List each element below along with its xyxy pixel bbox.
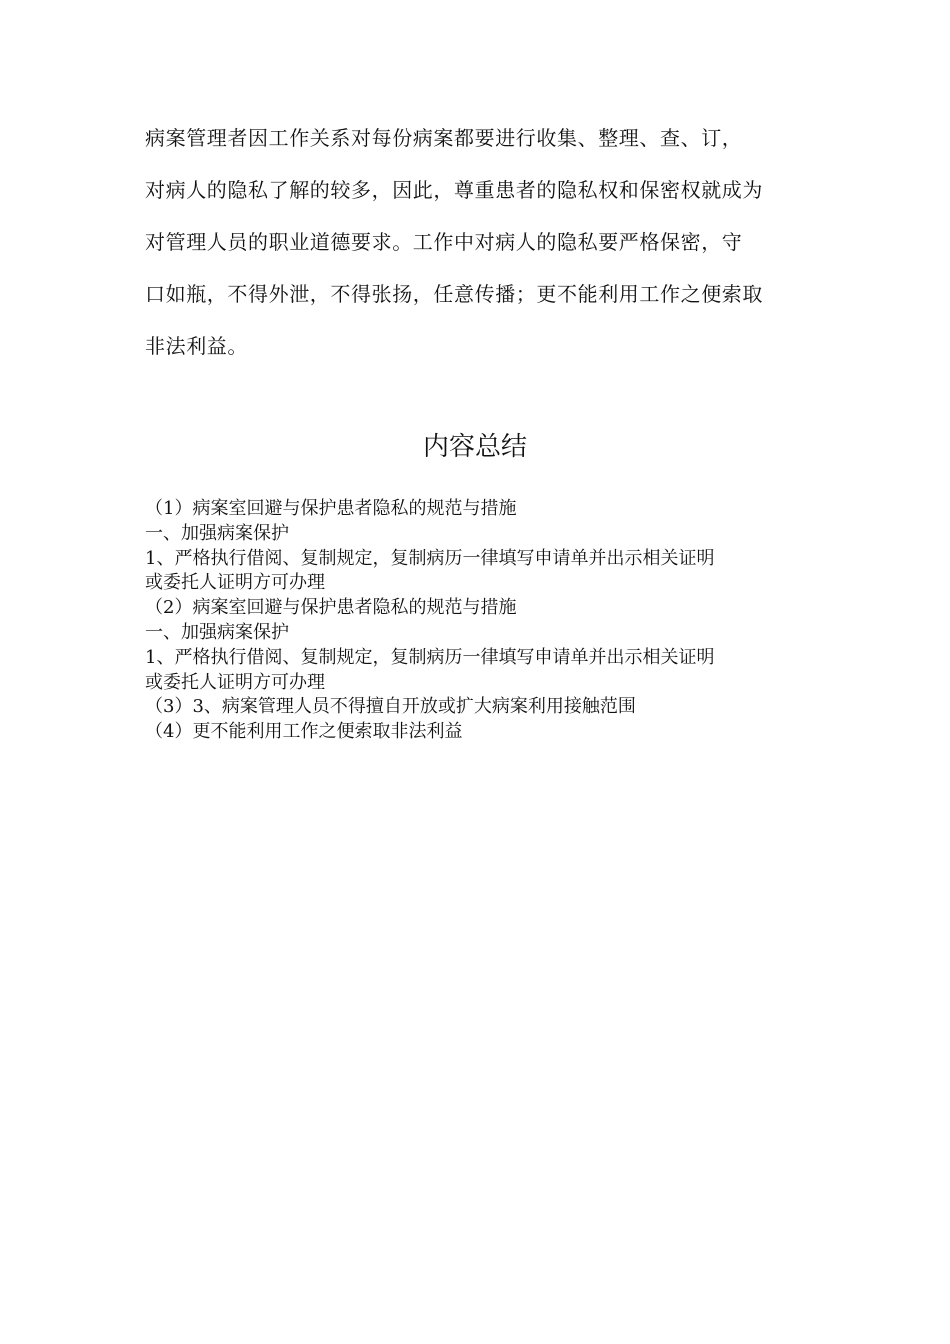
body-paragraph [145,128,815,388]
summary-line: 一、加强病案保护 [145,522,289,544]
summary-line: （2）病案室回避与保护患者隐私的规范与措施 [145,597,517,619]
summary-line: 一、加强病案保护 [145,621,289,643]
paragraph-line: 病案管理者因工作关系对每份病案都要进行收集、整理、查、订， [145,126,743,150]
paragraph-line: 对病人的隐私了解的较多，因此，尊重患者的隐私权和保密权就成为 [145,178,763,202]
summary-line: （1）病案室回避与保护患者隐私的规范与措施 [145,498,517,519]
summary-list [145,497,825,745]
paragraph-line: 非法利益。 [145,334,248,358]
summary-line: 1、严格执行借阅、复制规定，复制病历一律填写申请单并出示相关证明 [145,646,715,668]
summary-line: （4）更不能利用工作之便索取非法利益 [145,721,463,743]
summary-line: （3）3、病案管理人员不得擅自开放或扩大病案利用接触范围 [145,696,636,718]
paragraph-line: 对管理人员的职业道德要求。工作中对病人的隐私要严格保密，守 [145,230,743,254]
summary-line: 或委托人证明方可办理 [145,572,325,594]
summary-title: 内容总结 [422,432,527,462]
summary-line: 1、严格执行借阅、复制规定，复制病历一律填写申请单并出示相关证明 [145,547,715,569]
summary-line: 或委托人证明方可办理 [145,671,325,693]
paragraph-line: 口如瓶，不得外泄，不得张扬，任意传播；更不能利用工作之便索取 [145,282,763,306]
